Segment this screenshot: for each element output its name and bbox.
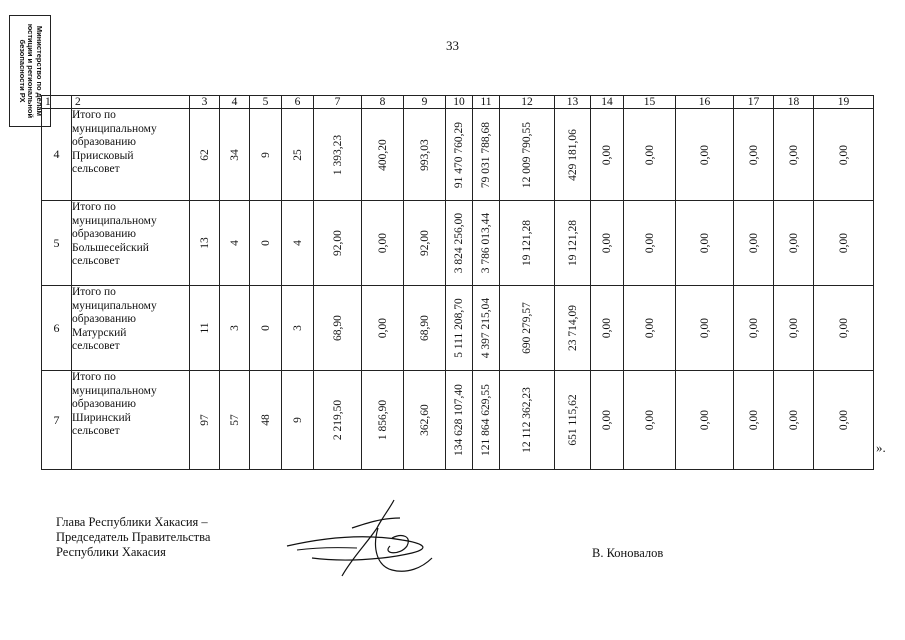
- cell-value: 0,00: [747, 144, 760, 165]
- cell-value: 0,00: [747, 232, 760, 254]
- name-line: сельсовет: [72, 163, 120, 175]
- table-cell: [676, 286, 734, 371]
- table-cell: [220, 286, 250, 371]
- name-line: Приисковый: [72, 149, 134, 162]
- municipality-name: [72, 109, 190, 201]
- cell-value: 0,00: [601, 317, 613, 339]
- signatory-title: [56, 515, 210, 560]
- table-cell: [404, 201, 446, 286]
- column-header: 13: [555, 96, 591, 109]
- name-line: образованию: [72, 136, 136, 148]
- table-cell: [404, 286, 446, 371]
- name-line: образованию: [72, 313, 136, 325]
- table-cell: [404, 371, 446, 470]
- table-cell: [624, 201, 676, 286]
- cell-value: 11: [198, 322, 211, 334]
- cell-value: 19 121,28: [566, 220, 579, 266]
- column-header: 15: [624, 96, 676, 109]
- name-line: муниципальному: [72, 299, 157, 312]
- table-cell: [591, 201, 624, 286]
- table-cell: [220, 201, 250, 286]
- cell-value: 0,00: [787, 232, 800, 254]
- table-cell: [282, 109, 314, 201]
- cell-value: 0,00: [698, 409, 711, 431]
- table-cell: [591, 109, 624, 201]
- table-cell: [190, 109, 220, 201]
- cell-value: 0,00: [643, 232, 656, 254]
- cell-value: 68,90: [331, 315, 344, 341]
- table-cell: [676, 371, 734, 470]
- row-number: 5: [42, 201, 72, 286]
- cell-value: 25: [291, 148, 304, 161]
- column-header: 7: [314, 96, 362, 109]
- cell-value: 92,00: [418, 230, 431, 256]
- cell-value: 0,00: [747, 409, 760, 431]
- page-number: 33: [446, 38, 459, 53]
- table-cell: [282, 201, 314, 286]
- cell-value: 48: [259, 414, 272, 426]
- table-row: [42, 109, 874, 201]
- cell-value: 651 115,62: [566, 394, 579, 446]
- cell-value: 0,00: [643, 317, 656, 339]
- table-cell: [624, 286, 676, 371]
- table-cell: [676, 201, 734, 286]
- cell-value: 0,00: [787, 144, 800, 165]
- table-cell: [814, 201, 874, 286]
- cell-value: 0,00: [643, 409, 656, 431]
- column-header: 11: [473, 96, 500, 109]
- table-cell: [220, 109, 250, 201]
- cell-value: 23 714,09: [566, 305, 579, 351]
- column-header: 14: [591, 96, 624, 109]
- table-cell: [473, 286, 500, 371]
- name-line: образованию: [72, 228, 136, 240]
- cell-value: 0,00: [787, 409, 800, 431]
- table-row: [42, 371, 874, 470]
- stamp-line: Министерство по делам: [34, 25, 44, 117]
- cell-value: 2 219,50: [331, 399, 344, 441]
- cell-value: 1 393,23: [331, 134, 344, 175]
- cell-value: 0,00: [601, 232, 613, 254]
- cell-value: 0,00: [698, 317, 711, 339]
- table-cell: [250, 371, 282, 470]
- table-cell: [774, 201, 814, 286]
- table-cell: [362, 371, 404, 470]
- cell-value: 92,00: [331, 230, 344, 256]
- table-cell: [774, 371, 814, 470]
- column-header: 6: [282, 96, 314, 109]
- column-header: 19: [814, 96, 874, 109]
- cell-value: 362,60: [418, 404, 431, 436]
- municipality-name: [72, 371, 190, 470]
- column-header: 3: [190, 96, 220, 109]
- table-cell: [250, 109, 282, 201]
- table-cell: [734, 286, 774, 371]
- table-cell: [190, 201, 220, 286]
- cell-value: 13: [198, 237, 211, 249]
- name-line: Большесейский: [72, 241, 149, 254]
- name-line: Итого по: [72, 201, 116, 213]
- cell-value: 3 786 013,44: [480, 212, 492, 274]
- cell-value: 993,03: [418, 138, 431, 171]
- cell-value: 121 864 629,55: [480, 384, 492, 456]
- table-cell: [624, 109, 676, 201]
- table-cell: [314, 371, 362, 470]
- table-cell: [774, 286, 814, 371]
- table-cell: [314, 109, 362, 201]
- header-row: [42, 96, 874, 109]
- cell-value: 429 181,06: [566, 128, 579, 181]
- cell-value: 4 397 215,04: [480, 297, 492, 359]
- column-header: 18: [774, 96, 814, 109]
- table-cell: [814, 371, 874, 470]
- column-header: 5: [250, 96, 282, 109]
- table-cell: [446, 286, 473, 371]
- name-line: Итого по: [72, 109, 116, 121]
- name-line: Матурский: [72, 326, 127, 339]
- table-cell: [555, 286, 591, 371]
- table-cell: [250, 201, 282, 286]
- column-header: 17: [734, 96, 774, 109]
- cell-value: 0,00: [837, 409, 850, 431]
- table-cell: [446, 201, 473, 286]
- data-table: [41, 95, 874, 470]
- signature-stroke: [297, 548, 357, 550]
- column-header: 4: [220, 96, 250, 109]
- stamp-text: [17, 17, 43, 125]
- table-row: [42, 286, 874, 371]
- name-line: муниципальному: [72, 214, 157, 227]
- name-line: муниципальному: [72, 122, 157, 135]
- cell-value: 400,20: [376, 138, 389, 171]
- table-cell: [220, 371, 250, 470]
- stamp-line: безопасности РХ: [17, 39, 27, 103]
- column-header: 9: [404, 96, 446, 109]
- cell-value: 0,00: [643, 144, 656, 165]
- municipality-name: [72, 201, 190, 286]
- row-number: 6: [42, 286, 72, 371]
- column-header: 12: [500, 96, 555, 109]
- table-cell: [500, 286, 555, 371]
- cell-value: 1 856,90: [376, 399, 389, 441]
- table-cell: [676, 109, 734, 201]
- table-cell: [362, 109, 404, 201]
- table-cell: [591, 286, 624, 371]
- table-cell: [446, 371, 473, 470]
- column-header: 10: [446, 96, 473, 109]
- cell-value: 0,00: [837, 144, 850, 165]
- table-cell: [473, 371, 500, 470]
- column-header: 8: [362, 96, 404, 109]
- cell-value: 0,00: [376, 317, 389, 339]
- cell-value: 34: [228, 148, 241, 161]
- table-cell: [734, 109, 774, 201]
- cell-value: 3: [228, 325, 241, 331]
- table-cell: [362, 286, 404, 371]
- cell-value: 57: [228, 414, 241, 426]
- cell-value: 9: [259, 151, 272, 158]
- name-line: Ширинский: [72, 411, 131, 424]
- table-cell: [814, 286, 874, 371]
- cell-value: 0,00: [837, 317, 850, 339]
- cell-value: 134 628 107,40: [453, 384, 465, 456]
- row-number: 4: [42, 109, 72, 201]
- table-cell: [282, 371, 314, 470]
- signatory-title-line: Глава Республики Хакасия –: [56, 515, 208, 529]
- signatory-name: В. Коновалов: [592, 546, 664, 560]
- name-line: муниципальному: [72, 384, 157, 397]
- cell-value: 4: [228, 240, 241, 246]
- cell-value: 0: [259, 240, 272, 246]
- cell-value: 0,00: [698, 232, 711, 254]
- cell-value: 4: [291, 240, 304, 246]
- table-cell: [446, 109, 473, 201]
- table-cell: [591, 371, 624, 470]
- table-cell: [624, 371, 676, 470]
- closing-quote-mark: ».: [876, 440, 886, 455]
- table-cell: [734, 371, 774, 470]
- name-line: образованию: [72, 398, 136, 410]
- table-row: [42, 201, 874, 286]
- column-header: 16: [676, 96, 734, 109]
- table-cell: [500, 109, 555, 201]
- cell-value: 79 031 788,68: [480, 121, 492, 188]
- table-cell: [314, 201, 362, 286]
- stamp-line: юстиции и региональной: [26, 23, 36, 119]
- cell-value: 62: [198, 148, 211, 161]
- signatory-title-line: Председатель Правительства: [56, 530, 211, 544]
- column-header: 2: [72, 96, 190, 109]
- cell-value: 0: [259, 325, 272, 331]
- cell-value: 12 009 790,55: [521, 121, 533, 188]
- cell-value: 12 112 362,23: [521, 387, 533, 453]
- table-cell: [190, 286, 220, 371]
- name-line: Итого по: [72, 371, 116, 383]
- table-cell: [190, 371, 220, 470]
- table-cell: [282, 286, 314, 371]
- cell-value: 9: [291, 417, 304, 423]
- row-number: 7: [42, 371, 72, 470]
- table-cell: [362, 201, 404, 286]
- table-cell: [404, 109, 446, 201]
- name-line: сельсовет: [72, 340, 120, 352]
- table-cell: [314, 286, 362, 371]
- cell-value: 91 470 760,29: [453, 121, 465, 188]
- handwritten-signature: [282, 488, 442, 583]
- cell-value: 0,00: [837, 232, 850, 254]
- table-cell: [500, 201, 555, 286]
- name-line: сельсовет: [72, 425, 120, 437]
- cell-value: 0,00: [747, 317, 760, 339]
- table-cell: [555, 201, 591, 286]
- cell-value: 3: [291, 325, 304, 331]
- cell-value: 690 279,57: [521, 302, 533, 354]
- signatory-title-line: Республики Хакасия: [56, 545, 166, 559]
- table-cell: [555, 371, 591, 470]
- cell-value: 0,00: [698, 144, 711, 165]
- table-cell: [555, 109, 591, 201]
- table-cell: [814, 109, 874, 201]
- cell-value: 3 824 256,00: [453, 212, 465, 274]
- cell-value: 19 121,28: [521, 220, 533, 266]
- cell-value: 5 111 208,70: [453, 298, 465, 358]
- column-header: 1: [42, 96, 72, 109]
- cell-value: 0,00: [787, 317, 800, 339]
- municipality-name: [72, 286, 190, 371]
- name-line: сельсовет: [72, 255, 120, 267]
- name-line: Итого по: [72, 286, 116, 298]
- table-cell: [774, 109, 814, 201]
- cell-value: 0,00: [601, 144, 613, 165]
- cell-value: 0,00: [601, 409, 613, 431]
- table-cell: [473, 201, 500, 286]
- table-cell: [250, 286, 282, 371]
- cell-value: 0,00: [376, 232, 389, 254]
- table-cell: [500, 371, 555, 470]
- table-cell: [734, 201, 774, 286]
- table-cell: [473, 109, 500, 201]
- cell-value: 97: [198, 414, 211, 426]
- cell-value: 68,90: [418, 315, 431, 341]
